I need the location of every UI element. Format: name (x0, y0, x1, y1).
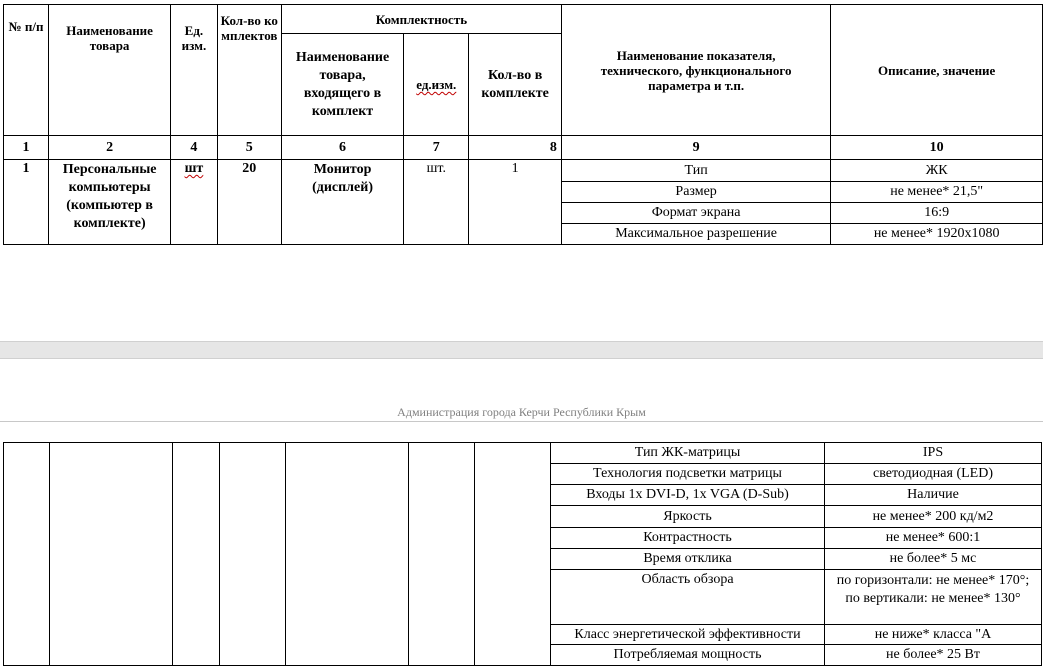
spec-table-page-1 (3, 4, 1043, 245)
header-num: № п/п (4, 5, 49, 136)
param-name: Область обзора (551, 570, 825, 625)
param-value: по горизонтали: не менее* 170°; по вертикали: не менее* 130° (825, 570, 1042, 625)
item-component-unit: шт. (404, 160, 469, 245)
empty-cell (4, 443, 50, 666)
param-name: Класс энергетической эффективности (551, 625, 825, 645)
item-component-qty: 1 (469, 160, 561, 245)
header-divider (0, 421, 1043, 422)
param-name: Время отклика (551, 549, 825, 570)
column-number: 4 (171, 136, 217, 160)
param-value: ЖК (831, 160, 1043, 182)
param-value: не ниже* класса "А (825, 625, 1042, 645)
column-number: 7 (404, 136, 469, 160)
empty-cell (173, 443, 220, 666)
column-number: 5 (217, 136, 281, 160)
column-number: 2 (49, 136, 171, 160)
param-name: Яркость (551, 506, 825, 528)
page-break (0, 341, 1043, 359)
column-number: 6 (281, 136, 403, 160)
column-number: 9 (561, 136, 830, 160)
item-unit: шт (171, 160, 217, 245)
column-number: 8 (469, 136, 561, 160)
header-param-name: Наименование показателя, технического, функционального параметра и т.п. (561, 5, 830, 136)
header-param-value: Описание, значение (831, 5, 1043, 136)
param-name: Размер (561, 182, 830, 203)
item-sets-count: 20 (217, 160, 281, 245)
param-name: Потребляемая мощность (551, 645, 825, 666)
header-component-name: Наименование товара, входящего в комплект (281, 34, 403, 136)
param-name: Формат экрана (561, 203, 830, 224)
item-component-name: Монитор (дисплей) (281, 160, 403, 245)
empty-cell (220, 443, 286, 666)
empty-cell (409, 443, 475, 666)
param-value: IPS (825, 443, 1042, 464)
param-name: Входы 1x DVI-D, 1x VGA (D-Sub) (551, 485, 825, 506)
empty-cell (286, 443, 409, 666)
header-name: Наименование товара (49, 5, 171, 136)
param-value: светодиодная (LED) (825, 464, 1042, 485)
header-component-qty: Кол-во в комплекте (469, 34, 561, 136)
param-value: не менее* 600:1 (825, 528, 1042, 549)
table-row (4, 160, 1043, 182)
param-value: не менее* 1920x1080 (831, 224, 1043, 245)
param-name: Тип ЖК-матрицы (551, 443, 825, 464)
param-value: не менее* 200 кд/м2 (825, 506, 1042, 528)
header-unit: Ед. изм. (171, 5, 217, 136)
column-numbers-row (4, 136, 1043, 160)
param-value: не более* 25 Вт (825, 645, 1042, 666)
empty-cell (50, 443, 173, 666)
param-value: 16:9 (831, 203, 1043, 224)
param-value: не более* 5 мс (825, 549, 1042, 570)
param-value: не менее* 21,5" (831, 182, 1043, 203)
item-name: Персональные компьютеры (компьютер в комплекте) (49, 160, 171, 245)
header-sets-count: Кол-во комплектов (217, 5, 281, 136)
item-num: 1 (4, 160, 49, 245)
param-name: Тип (561, 160, 830, 182)
empty-cell (475, 443, 551, 666)
page-running-header: Администрация города Керчи Республики Крым (397, 405, 646, 419)
param-name: Максимальное разрешение (561, 224, 830, 245)
param-name: Технология подсветки матрицы (551, 464, 825, 485)
spec-table-page-2 (3, 442, 1042, 666)
param-name: Контрастность (551, 528, 825, 549)
table-row (4, 443, 1042, 464)
header-completeness: Комплектность (281, 5, 561, 34)
column-number: 10 (831, 136, 1043, 160)
header-component-unit: ед.изм. (404, 34, 469, 136)
param-value: Наличие (825, 485, 1042, 506)
column-number: 1 (4, 136, 49, 160)
